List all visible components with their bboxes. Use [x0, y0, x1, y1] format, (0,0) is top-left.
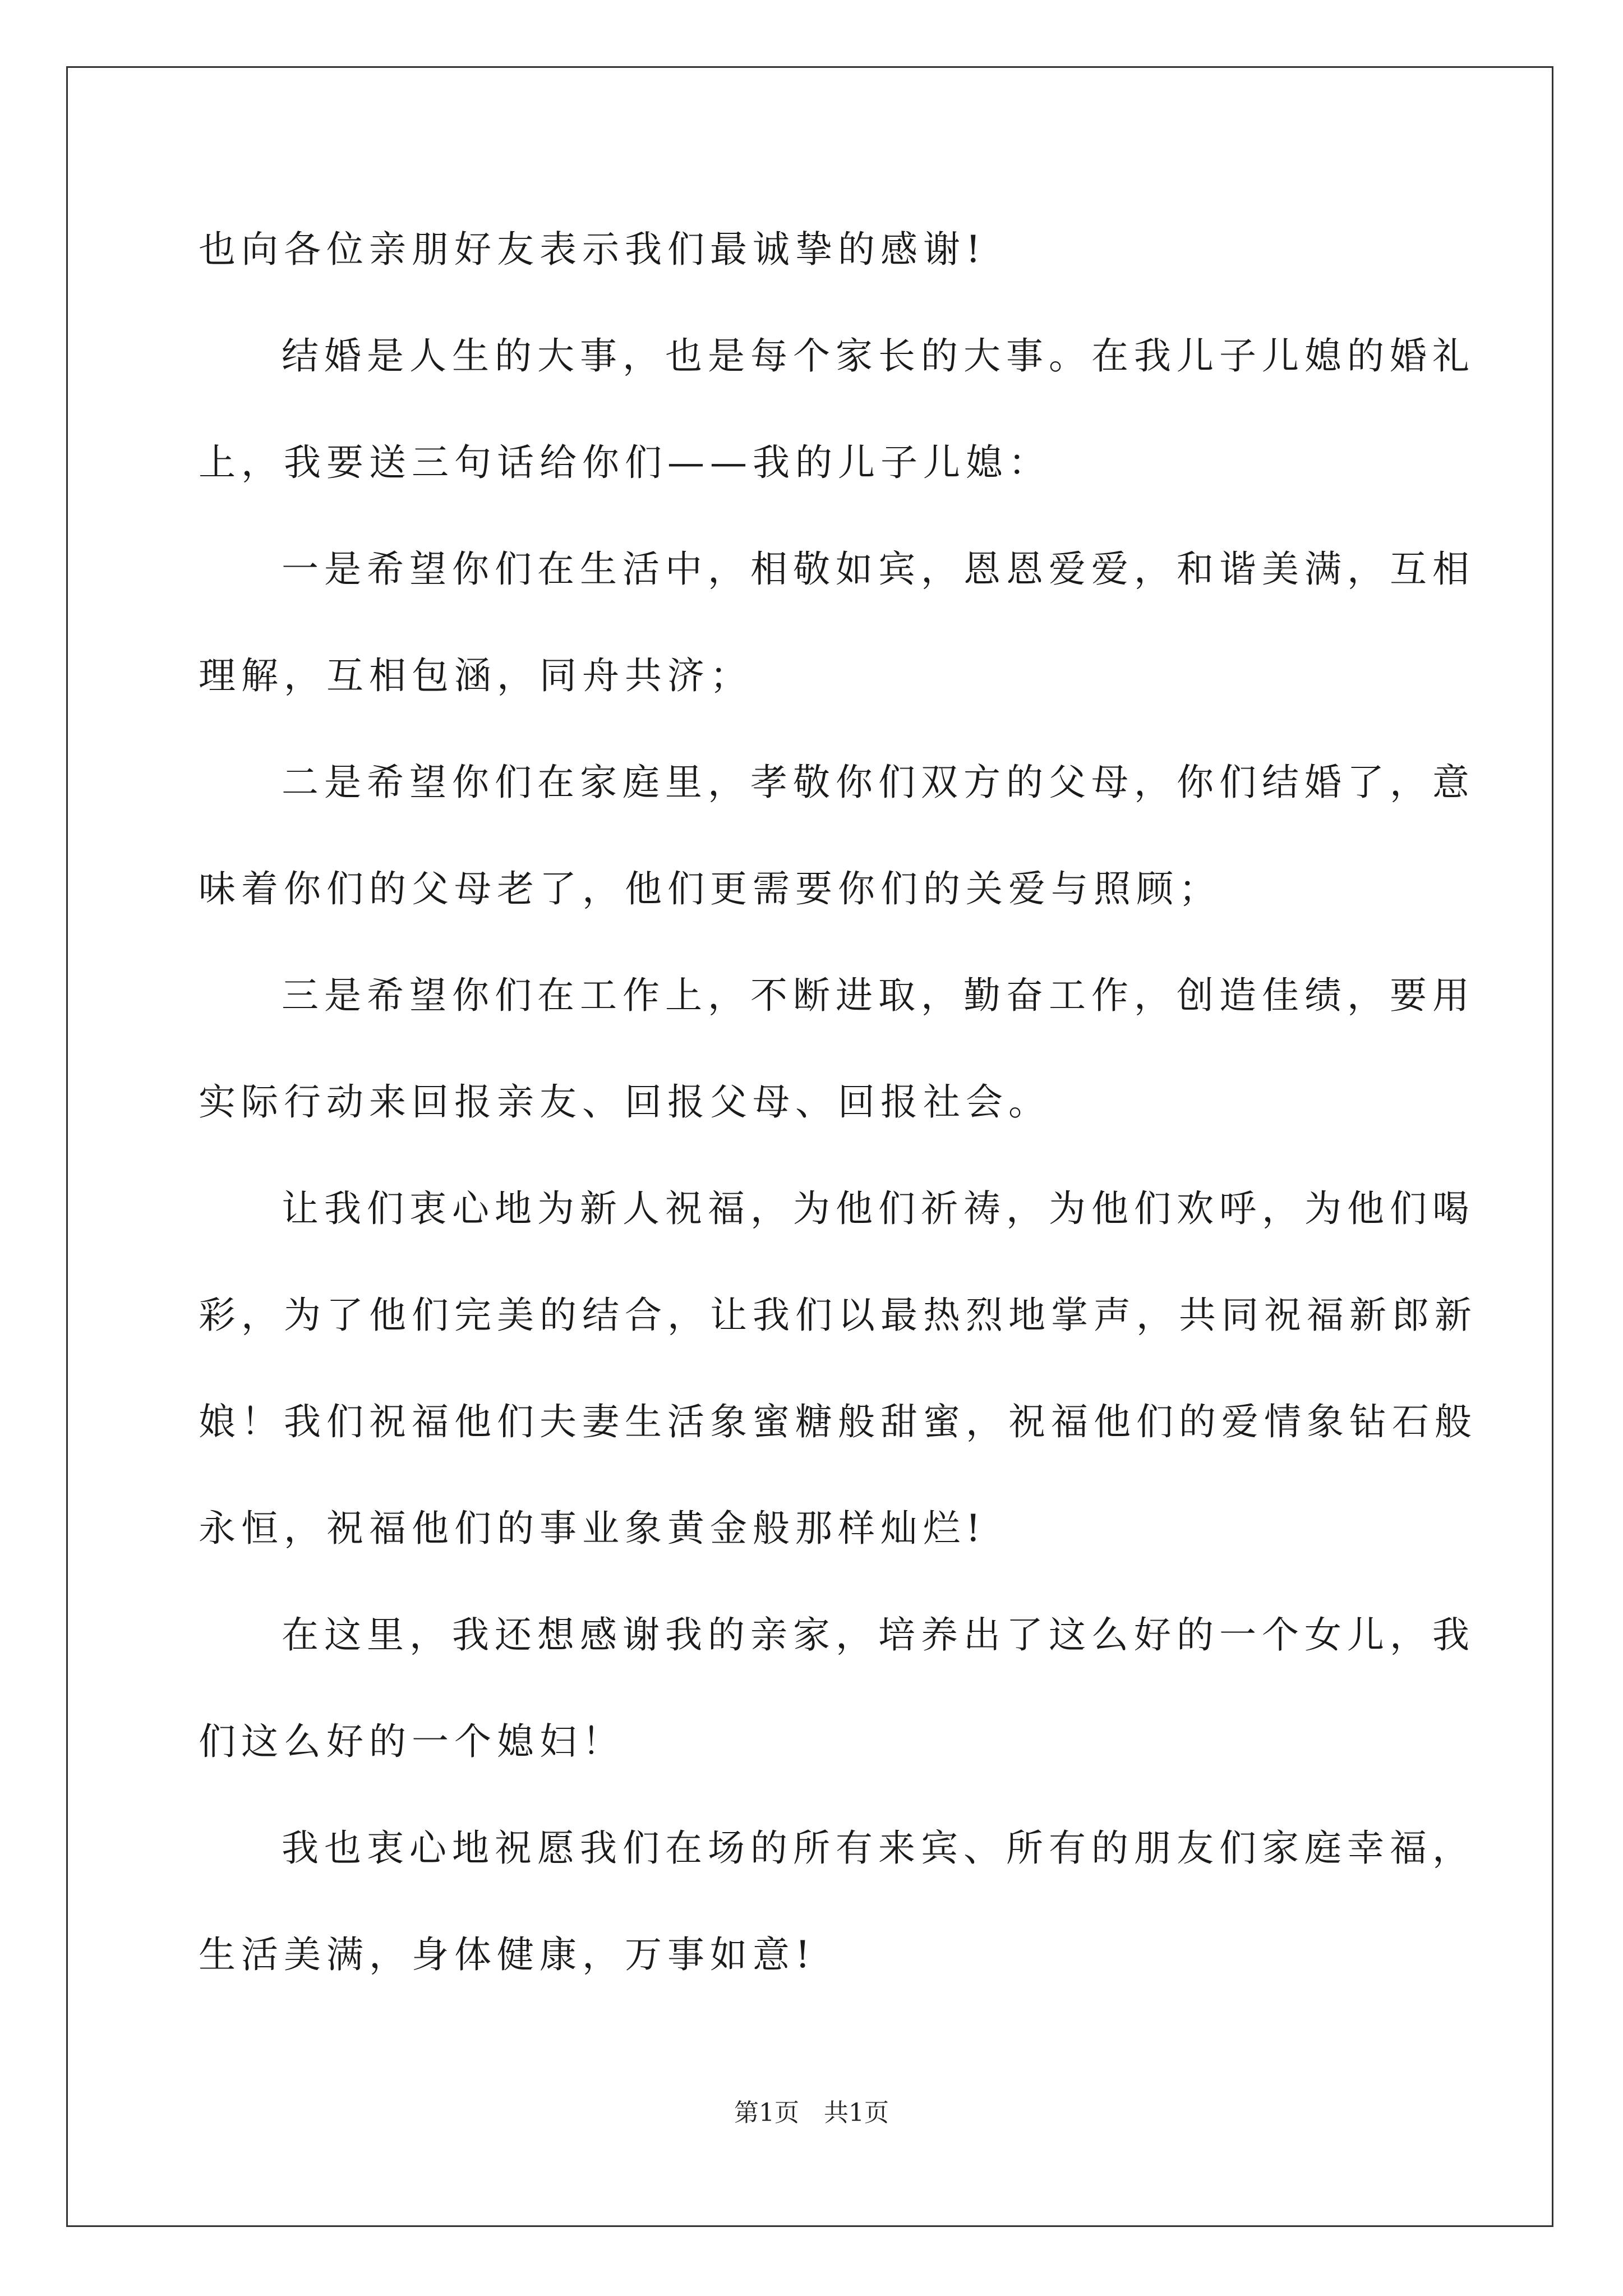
text-line: 我也衷心地祝愿我们在场的所有来宾、所有的朋友们家庭幸福， [282, 1826, 1475, 1870]
text-line: 理解，互相包涵，同舟共济； [199, 654, 753, 697]
text-line: 结婚是人生的大事，也是每个家长的大事。在我儿子儿媳的婚礼 [282, 334, 1475, 378]
page-footer [0, 2092, 1623, 2128]
page-border [66, 66, 1553, 2227]
text-line: 彩，为了他们完美的结合，让我们以最热烈地掌声，共同祝福新郎新 [199, 1294, 1477, 1337]
text-line: 三是希望你们在工作上，不断进取，勤奋工作，创造佳绩，要用 [282, 974, 1475, 1017]
text-line: 二是希望你们在家庭里，孝敬你们双方的父母，你们结婚了，意 [282, 761, 1475, 804]
page-number-total: 共1页 [824, 2099, 889, 2127]
text-line: 让我们衷心地为新人祝福，为他们祈祷，为他们欢呼，为他们喝 [282, 1187, 1475, 1230]
text-line: 上，我要送三句话给你们——我的儿子儿媳： [199, 441, 1051, 484]
text-line: 味着你们的父母老了，他们更需要你们的关爱与照顾； [199, 867, 1221, 910]
text-line: 生活美满，身体健康，万事如意! [199, 1933, 816, 1976]
text-line: 一是希望你们在生活中，相敬如宾，恩恩爱爱，和谐美满，互相 [282, 547, 1475, 591]
text-line: 娘！我们祝福他们夫妻生活象蜜糖般甜蜜，祝福他们的爱情象钻石般 [199, 1400, 1477, 1443]
page-number-current: 第1页 [734, 2099, 799, 2127]
text-line: 也向各位亲朋好友表示我们最诚挚的感谢! [199, 228, 986, 271]
text-line: 在这里，我还想感谢我的亲家，培养出了这么好的一个女儿，我 [282, 1613, 1475, 1657]
text-line: 们这么好的一个媳妇！ [199, 1720, 625, 1763]
text-line: 永恒，祝福他们的事业象黄金般那样灿烂! [199, 1507, 986, 1550]
text-line: 实际行动来回报亲友、回报父母、回报社会。 [199, 1080, 1051, 1124]
